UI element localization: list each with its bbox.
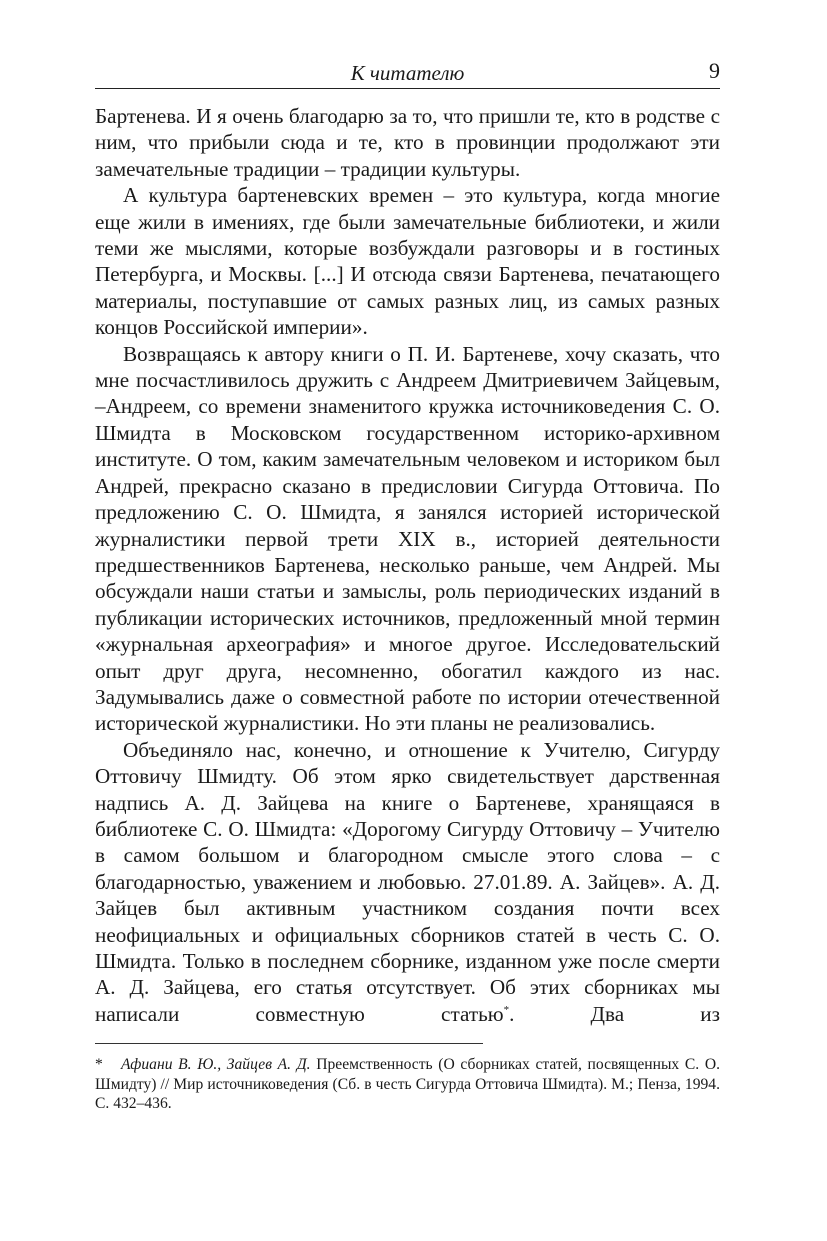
body-text [95, 103, 720, 1027]
paragraph-3: Возвращаясь к автору книги о П. И. Бартеневе, хочу сказать, что мне посчастливилось дружить с Андреем Дмитриевичем Зайцевым, –Андреем, со времени знаменитого кружка источниковедения С. О. Шмидта в Московском государственном историко-архивном институте. О том, каким замечательным человеком и историком был Андрей, прекрасно сказано в предисловии Сигурда Оттовича. По предложению С. О. Шмидта, я занялся историей исторической журналистики первой трети XIX в., историей деятельности предшественников Бартенева, несколько раньше, чем Андрей. Мы обсуждали наши статьи и замыслы, роль периодических изданий в публикации исторических источников, предложенный мной термин «журнальная археография» и многое другое. Исследовательский опыт друг друга, несомненно, обогатил каждого из нас. Задумывались даже о совместной работе по истории отечественной исторической журналистики. Но эти планы не реализовались. [95, 341, 720, 736]
footnote-text: Преемственность (О сборниках статей, посвященных С. О. Шмидту) // Мир источниковедения (Сб. в честь Сигурда Оттовича Шмидта). М.; Пенза, 1994. С. 432–436. [95, 1056, 720, 1113]
paragraph-4-tail: . Два из [509, 1001, 720, 1026]
paragraph-1: Бартенева. И я очень благодарю за то, что пришли те, кто в родстве с ним, что прибыли сюда и те, кто в провинции продолжают эти замечательные традиции – традиции культуры. [95, 104, 720, 181]
running-header-title: К читателю [350, 61, 465, 85]
running-header [95, 56, 720, 89]
paragraph-4-text: Объединяло нас, конечно, и отношение к Учителю, Сигурду Оттовичу Шмидту. Об этом ярко свидетельствует дарственная надпись А. Д. Зайцева на книге о Бартеневе, хранящаяся в библиотеке С. О. Шмидта: «Дорогому Сигурду Оттовичу – Учителю в самом большом и благородном смысле этого слова – с благодарностью, уважением и любовью. 27.01.89. А. Зайцев». А. Д. Зайцев был активным участником создания почти всех неофициальных и официальных сборников статей в честь С. О. Шмидта. Только в последнем сборнике, изданном уже после смерти А. Д. Зайцева, его статья отсутствует. Об этих сборниках мы написали совместную статью [95, 737, 720, 1026]
page-number: 9 [709, 58, 720, 83]
book-page [95, 56, 720, 1114]
paragraph-2: А культура бартеневских времен – это культура, когда многие еще жили в имениях, где были замечательные библиотеки, и жили теми же мыслями, которые возбуждали разговоры и в гостиных Петербурга, и Москвы. [...] И отсюда связи Бартенева, печатающего материалы, поступавшие от самых разных лиц, из самых разных концов Российской империи». [95, 183, 720, 340]
footnote [95, 1055, 720, 1114]
footnote-authors: Афиани В. Ю., Зайцев А. Д. [121, 1056, 311, 1074]
footnote-separator [95, 1043, 483, 1044]
footnote-mark: * [95, 1056, 103, 1074]
footnote-reference: * [503, 1003, 510, 1016]
paragraph-4 [95, 737, 720, 1027]
